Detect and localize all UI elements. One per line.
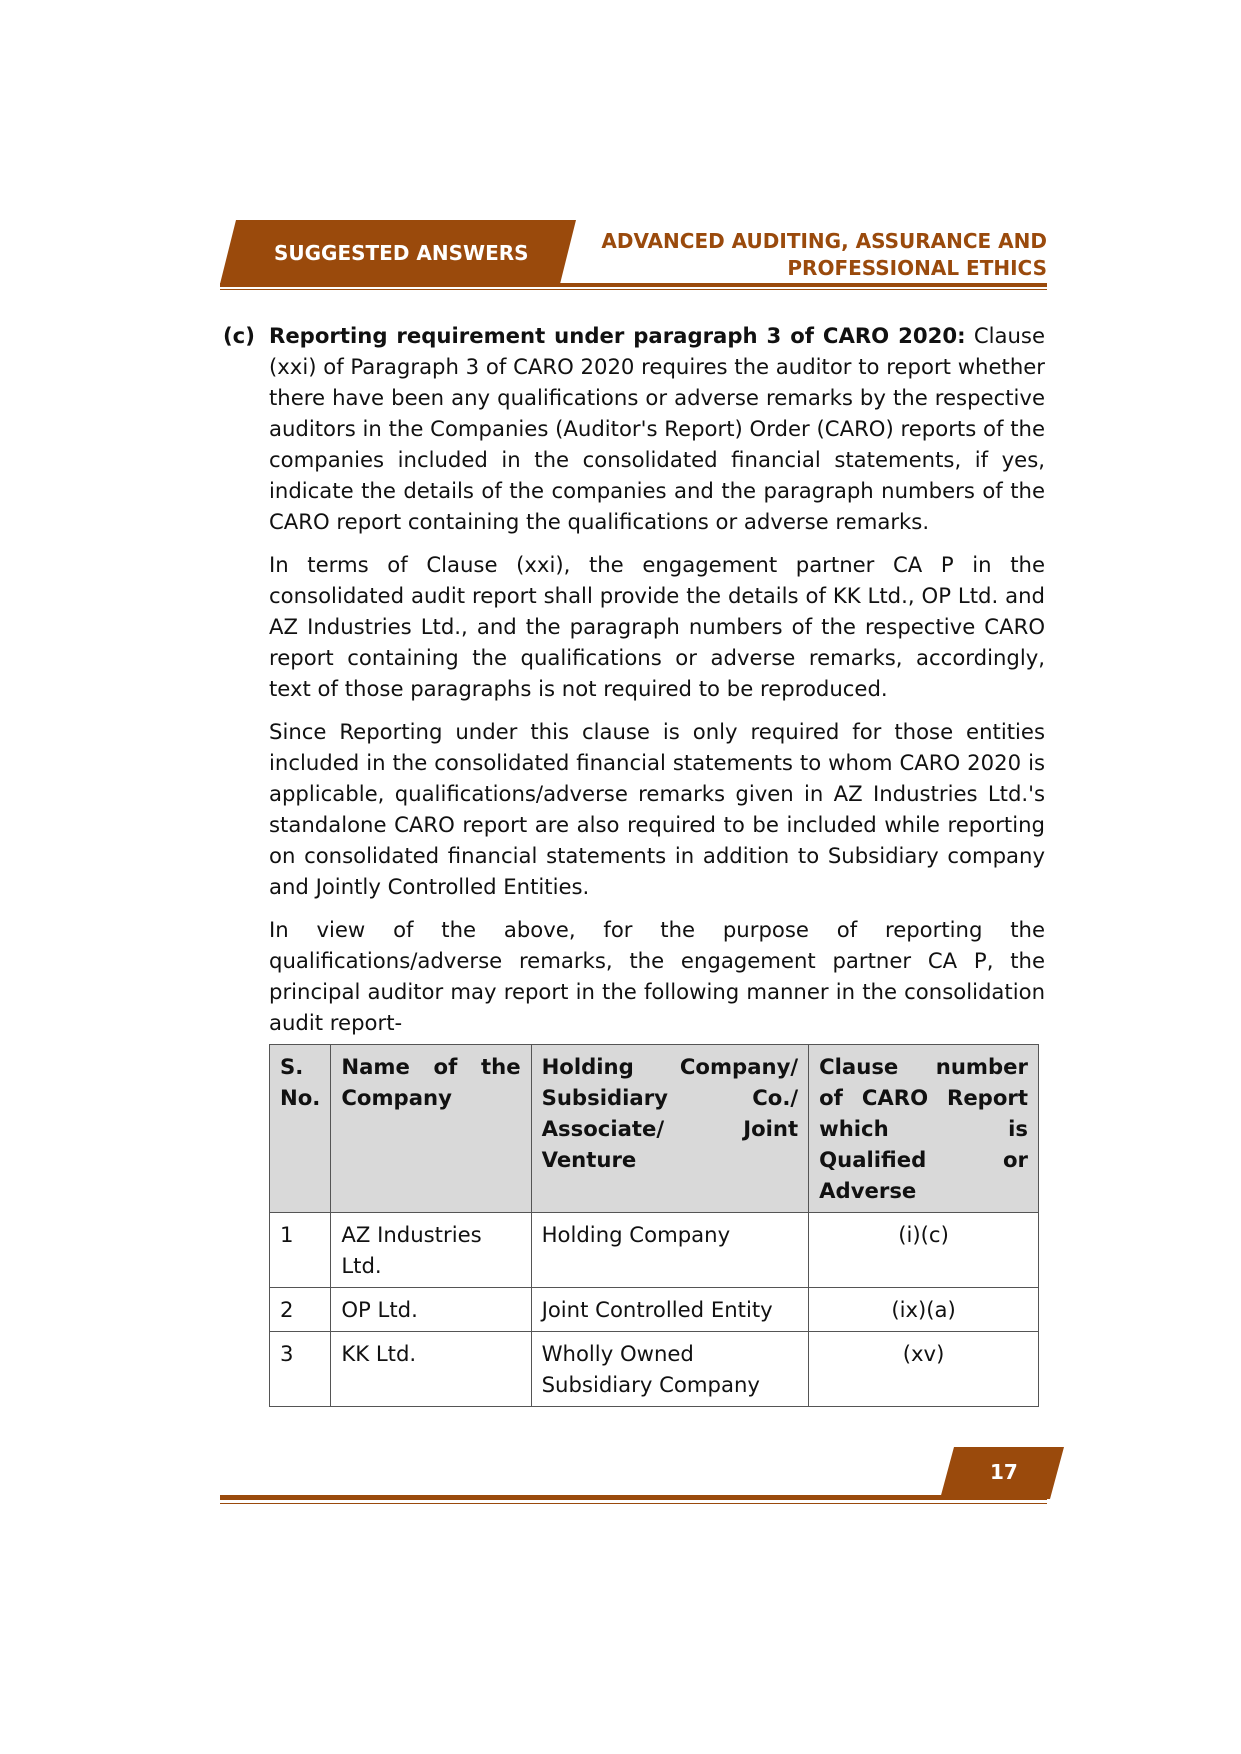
cell-company-type: Joint Controlled Entity — [531, 1288, 809, 1332]
cell-clause: (xv) — [809, 1332, 1039, 1407]
header-title-line2: PROFESSIONAL ETHICS — [787, 256, 1047, 280]
paragraph-4: In view of the above, for the purpose of reporting the qualifications/adverse remarks, the engagement partner CA P, the principal auditor may report in the following manner in the consolidation audit report- — [269, 917, 1045, 1035]
paragraph-2: In terms of Clause (xxi), the engagement partner CA P in the consolidated audit report shall provide the details of KK Ltd., OP Ltd. and AZ Industries Ltd., and the paragraph numbers of the respective CARO report containing the qualifications or adverse remarks, accordingly, text of those paragraphs is not required to be reproduced. — [269, 552, 1045, 701]
header-title — [601, 228, 1047, 282]
header-company-type: Holding Company/ Subsidiary Co./ Associate/ Joint Venture — [531, 1045, 809, 1213]
section-intro — [269, 320, 1045, 537]
table-row — [270, 1288, 1039, 1332]
paragraph-3: Since Reporting under this clause is only required for those entities included in the consolidated financial statements to whom CARO 2020 is applicable, qualifications/adverse remarks given in AZ Industries Ltd.'s standalone CARO report are also required to be included while reporting on consolidated financial statements in addition to Subsidiary company and Jointly Controlled Entities. — [269, 719, 1045, 899]
cell-clause: (i)(c) — [809, 1213, 1039, 1288]
section-intro-text: Clause (xxi) of Paragraph 3 of CARO 2020 requires the auditor to report whether there have been any qualifications or adverse remarks by the respective auditors in the Companies (Auditor's Report) Order (CARO) reports of the companies included in the consolidated financial statements, if yes, indicate the details of the companies and the paragraph numbers of the CARO report containing the qualifications or adverse remarks. — [269, 323, 1045, 534]
header-rule-thin — [220, 289, 1047, 290]
header-left-label: SUGGESTED ANSWERS — [274, 241, 529, 265]
header-company-name: Name of the Company — [331, 1045, 531, 1213]
table-row — [270, 1332, 1039, 1407]
cell-company-type: Holding Company — [531, 1213, 809, 1288]
header-title-line1: ADVANCED AUDITING, ASSURANCE AND — [601, 229, 1047, 253]
section-heading: Reporting requirement under paragraph 3 of CARO 2020: — [269, 323, 966, 348]
section-marker: (c) — [223, 323, 255, 348]
page-number: 17 — [990, 1460, 1018, 1484]
header-sno: S. No. — [270, 1045, 331, 1213]
footer-rule — [220, 1495, 1047, 1500]
cell-clause: (ix)(a) — [809, 1288, 1039, 1332]
cell-company-name: OP Ltd. — [331, 1288, 531, 1332]
cell-sno: 3 — [270, 1332, 331, 1407]
footer-rule-thin — [220, 1503, 1047, 1504]
cell-company-type: Wholly Owned Subsidiary Company — [531, 1332, 809, 1407]
caro-table — [269, 1044, 1039, 1407]
main-content — [223, 320, 1045, 1407]
table-header-row — [270, 1045, 1039, 1213]
table-row — [270, 1213, 1039, 1288]
cell-company-name: AZ Industries Ltd. — [331, 1213, 531, 1288]
section-c — [223, 320, 1045, 537]
header-rule — [220, 283, 1047, 287]
cell-company-name: KK Ltd. — [331, 1332, 531, 1407]
cell-sno: 2 — [270, 1288, 331, 1332]
cell-sno: 1 — [270, 1213, 331, 1288]
header-clause-number: Clause number of CARO Report which is Qualified or Adverse — [809, 1045, 1039, 1213]
